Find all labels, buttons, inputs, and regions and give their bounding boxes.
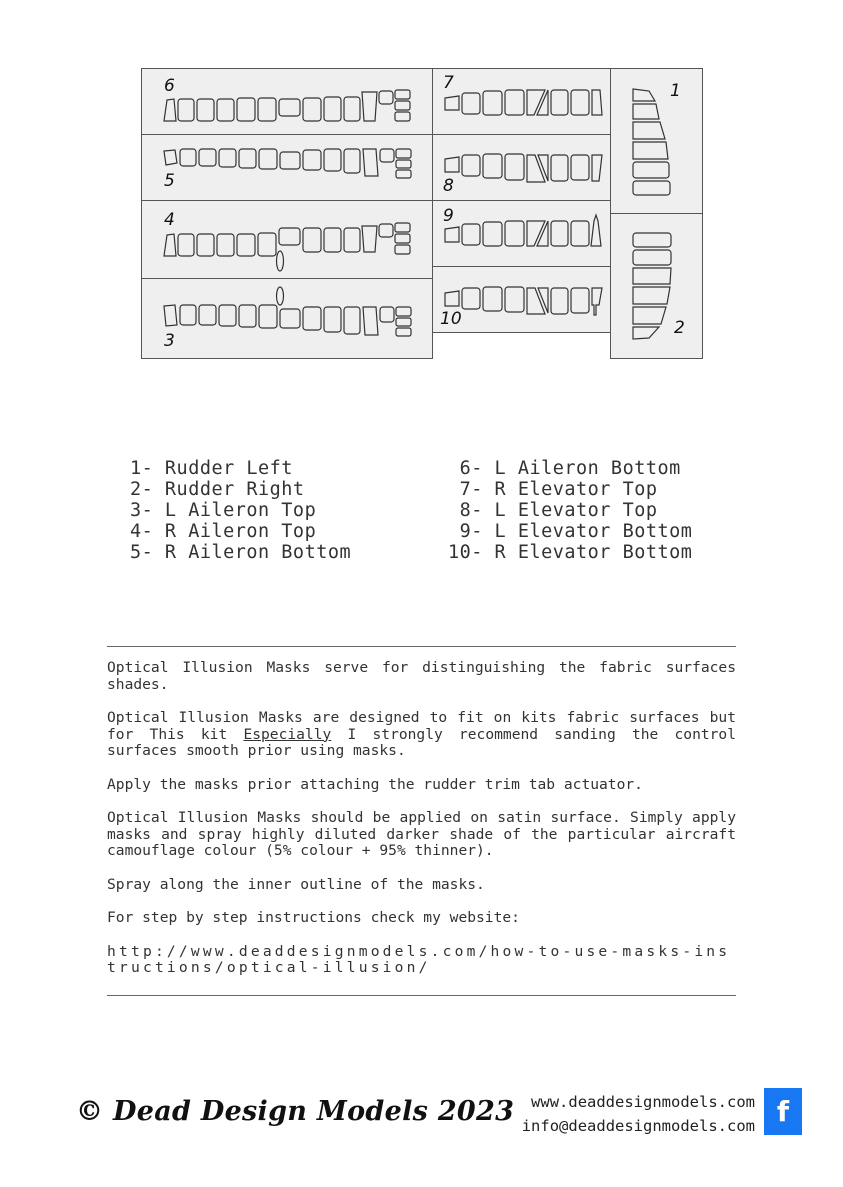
instruction-text: Optical Illusion Masks are designed to fit on kits fabric surfaces but for This kit xyxy=(107,709,736,743)
divider-top xyxy=(107,646,736,647)
mask-cell-1 xyxy=(610,68,703,214)
mask-number-6: 6 xyxy=(164,76,175,96)
emphasis-text: Especially xyxy=(243,725,332,743)
mask-cell-6 xyxy=(141,68,433,135)
instructions xyxy=(107,660,736,977)
mask-strip-3 xyxy=(142,279,434,360)
mask-strip-1 xyxy=(611,69,704,215)
instruction-paragraph xyxy=(107,710,736,760)
facebook-icon[interactable]: f xyxy=(764,1088,802,1135)
mask-strip-8 xyxy=(433,135,612,202)
mask-cell-7 xyxy=(432,68,611,135)
instruction-paragraph: Optical Illusion Masks should be applied on satin surface. Simply apply masks and spray highly diluted darker shade of the particular aircraft camouflage colour (5% colour + 95% thinner). xyxy=(107,809,736,859)
mask-cell-2 xyxy=(610,213,703,359)
mask-number-4: 4 xyxy=(164,210,175,230)
legend-item: 9- L Elevator Bottom xyxy=(448,521,693,542)
mask-cell-9 xyxy=(432,200,611,267)
brand-copyright: © Dead Design Models 2023 xyxy=(76,1096,515,1127)
mask-number-8: 8 xyxy=(443,176,454,196)
legend-item: 2- Rudder Right xyxy=(130,479,305,500)
mask-cell-3 xyxy=(141,278,433,359)
instruction-paragraph: Spray along the inner outline of the masks. xyxy=(107,875,485,893)
mask-cell-10 xyxy=(432,266,611,333)
mask-number-3: 3 xyxy=(164,331,175,351)
legend-item: 3- L Aileron Top xyxy=(130,500,317,521)
legend-right-column xyxy=(448,458,692,563)
mask-strip-2 xyxy=(611,214,704,360)
mask-number-10: 10 xyxy=(440,309,462,329)
mask-cell-5 xyxy=(141,134,433,201)
mask-sheet xyxy=(141,68,703,359)
mask-number-2: 2 xyxy=(674,318,685,338)
mask-strip-4 xyxy=(142,201,434,280)
legend-item: 8- L Elevator Top xyxy=(448,500,658,521)
mask-cell-8 xyxy=(432,134,611,201)
instruction-text: I strongly recommend sanding the control surfaces smooth prior using masks. xyxy=(107,725,736,759)
mask-number-9: 9 xyxy=(443,206,454,226)
instruction-paragraph: Optical Illusion Masks serve for distinguishing the fabric surfaces shades. xyxy=(107,659,736,693)
contact-block xyxy=(522,1090,755,1138)
mask-strip-9 xyxy=(433,201,612,268)
mask-cell-4 xyxy=(141,200,433,279)
mask-strip-10 xyxy=(433,267,612,334)
divider-bottom xyxy=(107,995,736,996)
email-link[interactable]: info@deaddesignmodels.com xyxy=(521,1117,755,1135)
legend-item: 5- R Aileron Bottom xyxy=(130,542,352,563)
legend-item: 7- R Elevator Top xyxy=(448,479,658,500)
mask-number-5: 5 xyxy=(164,171,175,191)
legend-item: 1- Rudder Left xyxy=(130,458,293,479)
mask-strip-6 xyxy=(142,69,434,136)
instructions-url-link[interactable]: http://www.deaddesignmodels.com/how-to-use-masks-instructions/optical-illusion/ xyxy=(107,942,731,976)
instruction-paragraph: Apply the masks prior attaching the rudder trim tab actuator. xyxy=(107,775,643,793)
website-link[interactable]: www.deaddesignmodels.com xyxy=(531,1093,755,1111)
mask-strip-7 xyxy=(433,69,612,136)
legend-left-column xyxy=(130,458,351,563)
legend-item: 10- R Elevator Bottom xyxy=(448,542,693,563)
legend-item: 4- R Aileron Top xyxy=(130,521,317,542)
mask-number-7: 7 xyxy=(443,73,454,93)
legend-item: 6- L Aileron Bottom xyxy=(448,458,681,479)
mask-number-1: 1 xyxy=(670,81,681,101)
instruction-paragraph: For step by step instructions check my website: xyxy=(107,909,520,926)
mask-strip-5 xyxy=(142,135,434,202)
